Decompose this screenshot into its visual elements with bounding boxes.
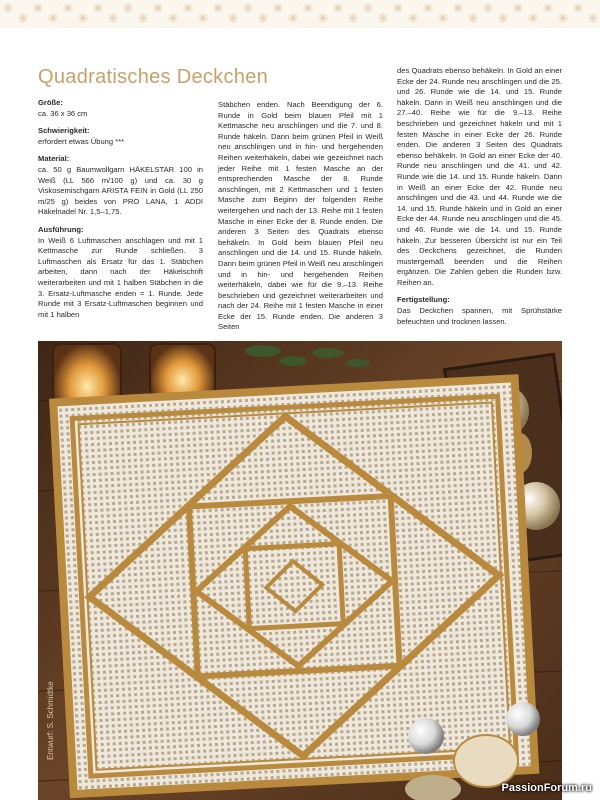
text-column-1 [38,98,203,320]
doily-illustration [38,341,562,800]
text-column-2 [218,100,383,333]
doily-photo [38,341,562,800]
finishing-heading: Fertigstellung: [397,295,450,305]
instructions-heading: Ausführung: [38,224,84,234]
doily-outer-mesh [57,383,530,790]
watermark: PassionForum.ru [501,782,592,794]
material-heading: Material: [38,154,70,164]
ornament-ball-silver [408,718,444,754]
ornament-star [454,735,518,787]
instructions-continued: Stäbchen enden. Nach Beendigung der 6. Runde in Gold beim blauen Pfeil mit 1 Kettmasche neu anschlingen und die 7. und 8. Runde häkeln. Dann beim grünen Pfeil in Weiß neu anschlingen und in hin- und hergehenden Reihen weiterhäkeln, dabei wie gezeichnet nach jeder Reihe mit 1 festen Masche an der entsprechenden Masche der 8. Runde anschlingen, mit 2 Kettmaschen und 1 festen Masche zum Beginn der folgenden Reihe weitergehen und nach der 13. Reihe mit 1 festen Masche in einer Ecke der 8. Runde enden. Die anderen 3 Seiten des Quadrats ebenso behäkeln. In Gold beim blauen Pfeil neu anschlingen und die 14. und 15. Runde häkeln. Dann beim grünen Pfeil in Weiß neu anschlingen und in hin- und hergehenden Reihen weiterhäkeln, dabei wie für die 9.–13. Reihe beschrieben und gezeichnet weiterarbeiten und nach der 24. Reihe mit 1 festen Masche in einer Ecke der 15. Runde enden. Die anderen 3 Seiten [218,100,383,332]
instructions-end: des Quadrats ebenso behäkeln. In Gold an einer Ecke der 24. Runde neu anschlingen und die 25. und 26. Runde wie die 14. und 15. Runde häkeln. Dann in Weiß neu anschlingen und die 27.–40. Reihe wie für die 9.–13. Reihe beschrieben und gezeichnet häkeln und mit 1 festen Masche in einer Ecke der 26. Runde enden. Die anderen 3 Seiten des Quadrats ebenso behäkeln. In Gold an einer Ecke der 40. Runde neu anschlingen und die 41. und 42. Runde wie die 14. und 15. Runde häkeln. Dann in Weiß an einer Ecke der 42. Runde neu anschlingen und die 43. und 44. Runde wie die 14. und 15. Runde häkeln und in Gold an einer Ecke der 44. Runde neu anschlingen und die 45. und 46. Runde wie die 14. und 15. Runde häkeln. Zur besseren Übersicht ist nur ein Teil des Deckchens gezeichnet, die Runden mustergemäß beenden und die Reihen ergänzen. Die Zahlen geben die Runden bzw. Reihen an. [397,66,562,287]
size-heading: Größe: [38,98,63,107]
material-text: ca. 50 g Baumwollgarn HÄKELSTAR 100 in Weiß (LL 566 m/100 g) und ca. 30 g Viskosemischgarn ARISTA FEIN in Gold (LL 250 m/25 g) beides von PRO LANA, 1 ADDI Häkelnadel Nr. 1,5–1,75. [38,164,203,217]
instructions-text: In Weiß 6 Luftmaschen anschlagen und mit 1 Kettmasche zur Runde schließen. 3 Luftmaschen als Ersatz für das 1. Stäbchen arbeiten, dann nach der Häkelschrift weiterarbeiten und mit 1 halben Stäbchen in die 3. Ersatz-Luftmasche enden = 1. Runde. Jede Runde mit 3 Ersatz-Luftmaschen beginnen und mit 1 halben [38,235,203,319]
size-text: ca. 36 x 36 cm [38,108,88,118]
finishing-text: Das Deckchen spannen, mit Sprühstärke befeuchten und trocknen lassen. [397,306,562,326]
text-column-3 [397,66,562,327]
photo-credit: Entwurf: S. Schmidtke [46,681,55,760]
snowflake-border [0,0,600,28]
snowflake-pattern [0,0,600,28]
difficulty-heading: Schwierigkeit: [38,126,90,136]
ornament-ball-silver-2 [506,702,540,736]
page-title: Quadratisches Deckchen [38,66,269,88]
crochet-doily [49,374,539,798]
difficulty-text: erfordert etwas Übung *** [38,136,125,146]
